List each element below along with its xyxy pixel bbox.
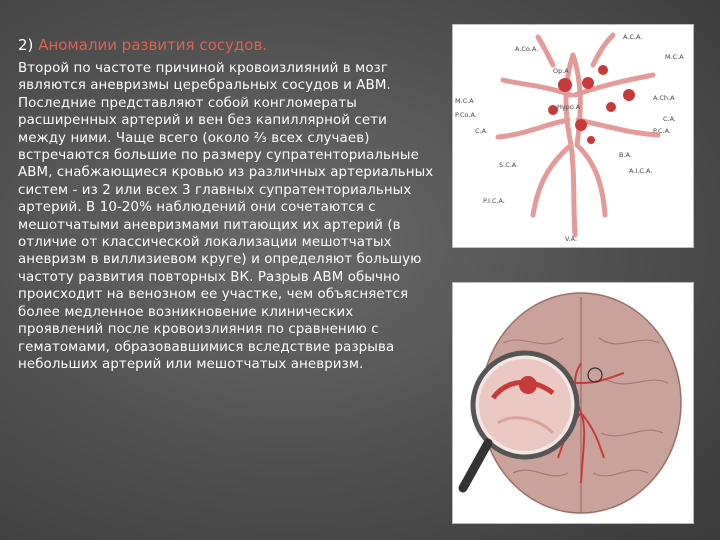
label-ca-right: C.A. <box>663 115 677 123</box>
label-ca-left: C.A. <box>475 127 489 135</box>
label-acoa: A.Co.A. <box>515 45 539 53</box>
label-ba: B.A. <box>619 151 632 159</box>
label-sca: S.C.A. <box>499 161 519 169</box>
label-aca: A.C.A. <box>623 33 643 41</box>
slide-title <box>18 36 267 54</box>
label-pica: P.I.C.A. <box>483 197 505 205</box>
brain-magnifier-illustration <box>452 282 694 524</box>
label-pca: P.C.A. <box>653 127 671 135</box>
circle-of-willis-diagram <box>452 24 694 248</box>
label-opa: Op.A <box>553 67 569 75</box>
label-va: V.A. <box>565 235 578 243</box>
brain-image <box>453 283 693 523</box>
title-number: 2) <box>18 36 34 54</box>
label-mca-right: M.C.A <box>665 53 684 61</box>
title-text: Аномалии развития сосудов. <box>38 36 268 54</box>
label-mca-left: M.C.A <box>455 97 474 105</box>
arteries-illustration <box>453 25 693 247</box>
body-paragraph: Второй по частоте причиной кровоизлияний в мозг являются аневризмы церебральных сосудов и АВМ. Последние представляют собой конгломераты расширенных артерий и вен без капиллярной сети между ними. Чаще всего (около ⅔ всех случаев) встречаются большие по размеру супратенториальные АВМ, снабжающиеся кровью из различных артериальных систем - из 2 или всех 3 главных супратенториальных артерий. В 10-20% наблюдений они сочетаются с мешотчатыми аневризмами питающих их артерий (в отличие от классической локализации мешотчатых аневризм в виллизиевом круге) и определяют большую частоту развития повторных ВК. Разрыв АВМ обычно происходит на венозном ее участке, чем объясняется более медленное возникновение клинических проявлений после кровоизлияния по сравнению с гематомами, образовавшимися вследствие разрыва небольших артерий или мешотчатых аневризм. <box>18 61 434 372</box>
label-hypoa: Hypo.A <box>557 103 581 111</box>
label-pcoa: P.Co.A. <box>455 111 477 119</box>
label-aica: A.I.C.A. <box>629 167 653 175</box>
label-acha: A.Ch.A <box>653 94 675 102</box>
